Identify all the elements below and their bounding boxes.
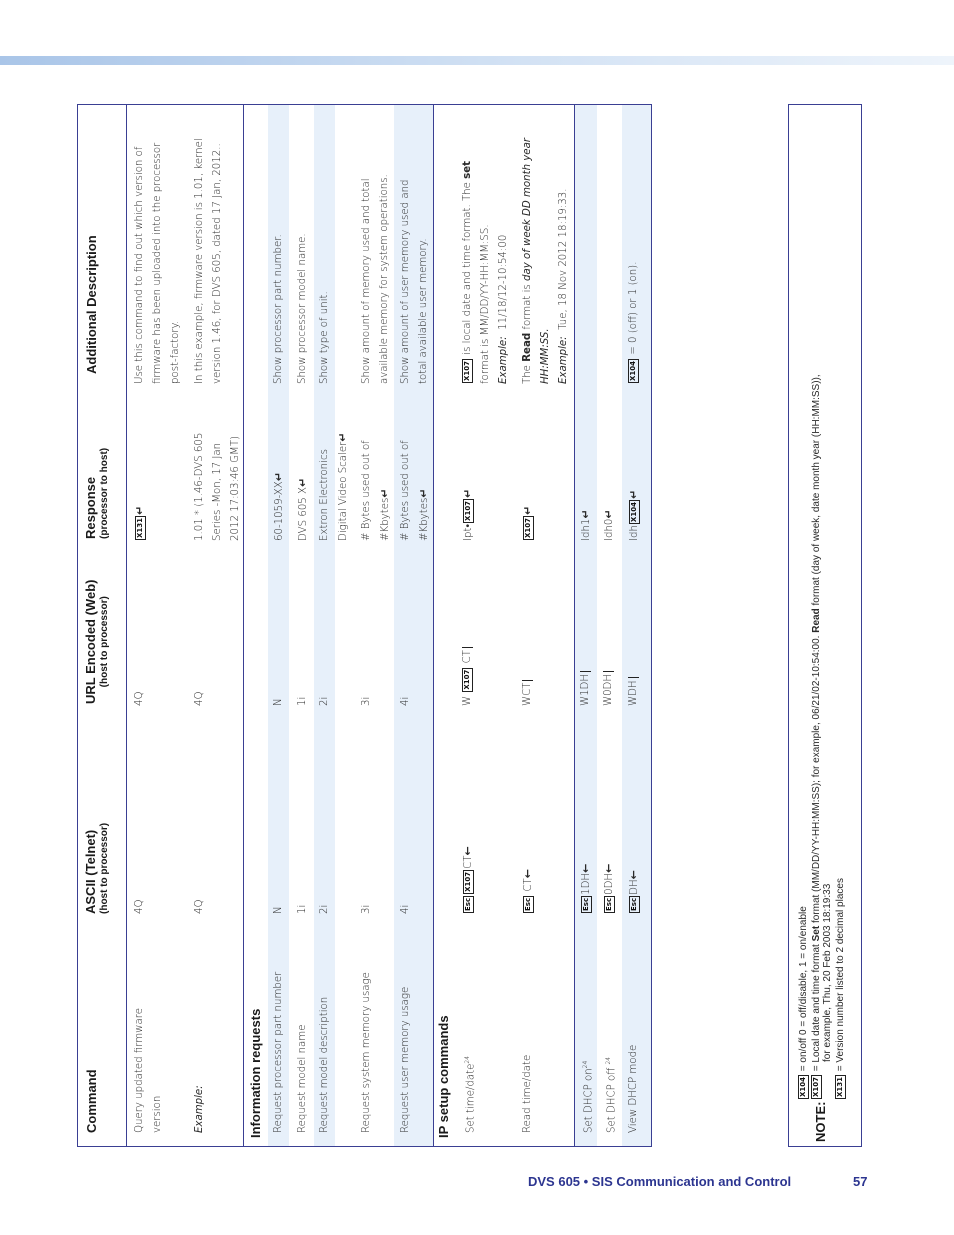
cell-command-model: Request model name <box>297 1024 308 1133</box>
cell-ascii-usermem: 4i <box>400 904 411 914</box>
response-text: 60-1059-XX <box>274 481 285 541</box>
top-accent-bar <box>0 56 954 65</box>
note-bold: Read <box>811 608 823 633</box>
text-line: version <box>152 1095 163 1133</box>
cell-ascii-dhcpoff <box>600 864 619 914</box>
text-line <box>459 161 477 384</box>
command-text: Set time/date <box>465 1063 477 1133</box>
cell-response-part <box>270 472 289 541</box>
cell-desc-settime <box>459 161 513 384</box>
section-separator <box>574 105 575 1146</box>
text-line: Use this command to find out which version of <box>134 146 145 384</box>
desc-bold: set <box>462 161 473 179</box>
row-band <box>574 105 597 1146</box>
return-arrow-icon: ↵ <box>417 488 430 498</box>
header-ascii <box>83 823 111 914</box>
text-line: Series -Mon, 17 Jan <box>212 442 223 541</box>
text-line <box>495 161 513 384</box>
key-x107: X107 <box>463 500 472 521</box>
key-x107: X107 <box>462 360 471 381</box>
header-separator <box>126 105 127 1146</box>
cell-response-example <box>191 433 245 541</box>
response-text: Idh <box>629 525 640 541</box>
text-line: # Bytes used out of <box>361 440 372 541</box>
text-line: # Bytes used out of <box>400 440 411 541</box>
pipe-icon <box>603 671 614 672</box>
footnote-ref: 24 <box>464 1055 471 1064</box>
ascii-text: 1DH <box>581 872 592 895</box>
cell-command-readtime: Read time/date <box>522 1054 533 1133</box>
desc-italic: HH:MM:SS. <box>540 328 551 384</box>
command-text: Set DHCP on <box>583 1068 595 1133</box>
cell-desc-firmware <box>131 143 185 384</box>
note-text: = Version number listed to 2 decimal places <box>835 878 847 1072</box>
cell-response-usermem <box>397 440 434 541</box>
text-line: 2012 17:03:46 GMT) <box>230 435 241 541</box>
cell-url-dhcpoff <box>600 671 618 706</box>
desc-italic: Example: <box>498 336 509 384</box>
text-line <box>415 440 434 541</box>
url-text: WCT <box>522 682 533 706</box>
cell-desc-example <box>191 138 227 384</box>
cell-ascii-example: 4Q <box>194 899 205 914</box>
note-line-example: for example, Thu, 20 Feb 2003 18:19:33 <box>822 883 833 1062</box>
cell-url-model: 1i <box>297 696 308 706</box>
return-arrow-icon: ↵ <box>378 488 391 498</box>
key-x107: X107 <box>812 1076 820 1097</box>
cell-url-modeldesc: 2i <box>319 696 330 706</box>
cell-response-modeldesc <box>316 432 353 541</box>
return-arrow-icon: ↵ <box>602 509 615 519</box>
desc-italic: day of week DD month year <box>522 138 533 281</box>
response-text: Digital Video Scaler <box>338 441 349 541</box>
cell-ascii-firmware: 4Q <box>134 899 145 914</box>
key-x131: X131 <box>135 517 144 538</box>
header-url <box>83 580 111 704</box>
cell-command-sysmem: Request system memory usage <box>361 972 372 1133</box>
note-line-x131 <box>835 878 846 1100</box>
note-text: = Local date and time format <box>811 944 823 1072</box>
key-x104: X104 <box>799 1076 807 1097</box>
header-description: Additional Description <box>84 235 99 374</box>
header-url-sub: (host to processor) <box>99 596 110 688</box>
command-table <box>78 105 651 1146</box>
response-text: Idh0 <box>604 518 615 541</box>
note-title: NOTE: <box>813 1101 828 1142</box>
cell-response-dhcpview <box>625 490 644 541</box>
left-arrow-icon: ← <box>579 863 592 873</box>
response-text: #Kbytes <box>419 497 430 541</box>
note-text: format (day of week, date month year (HH:MM:SS)), <box>811 374 823 606</box>
cell-url-sysmem: 3i <box>361 696 372 706</box>
cell-command-part: Request processor part number <box>273 971 284 1133</box>
pipe-icon <box>522 680 533 681</box>
cell-command-dhcpon <box>577 1061 598 1133</box>
cell-command-firmware <box>131 1008 167 1133</box>
desc-text: Tue, 18 Nov 2012 18:19:33. <box>558 188 569 330</box>
cell-response-dhcpon <box>577 509 596 541</box>
key-esc: Esc <box>581 897 590 911</box>
cell-desc-usermem <box>397 180 433 385</box>
cell-ascii-dhcpon <box>577 864 596 914</box>
cell-url-dhcpon <box>577 671 595 706</box>
text-line: Show amount of user memory used and <box>400 179 411 384</box>
cell-command-example: Example: <box>194 1085 205 1133</box>
key-x107: X107 <box>523 517 532 538</box>
text-line: format is MM/DD/YY-HH:MM:SS. <box>480 224 491 384</box>
key-x104: X104 <box>629 502 638 523</box>
cell-ascii-dhcpview <box>625 870 644 914</box>
note-line-x107 <box>811 374 822 1100</box>
pipe-icon <box>462 647 473 648</box>
footnote-ref: 24 <box>582 1060 589 1069</box>
row-band <box>314 105 335 1146</box>
note-box <box>789 105 861 1146</box>
text-line: Query updated firmware <box>134 1008 145 1133</box>
return-arrow-icon: ↵ <box>521 505 534 515</box>
cell-url-dhcpview <box>625 677 643 706</box>
text-line: post-factory. <box>170 320 181 384</box>
url-text: CT <box>462 650 473 664</box>
left-arrow-icon: ← <box>521 869 534 879</box>
key-esc: Esc <box>629 897 638 911</box>
response-text: Idh1 <box>581 518 592 541</box>
ascii-text: CT <box>463 855 474 869</box>
pipe-icon <box>580 671 591 672</box>
header-url-title: URL Encoded (Web) <box>83 579 98 704</box>
url-text: WDH <box>628 680 639 706</box>
header-command: Command <box>84 1069 99 1133</box>
note-bold: Set <box>811 925 823 942</box>
note-line-x104 <box>798 906 809 1100</box>
text-line: total available user memory. <box>418 238 429 384</box>
cell-url-firmware: 4Q <box>134 691 145 706</box>
cell-desc-readtime <box>519 138 573 384</box>
key-x104: X104 <box>628 360 637 381</box>
note-text: format (MM/DD/YY-HH:MM:SS); for example, 06/21/02-10:54:00. <box>811 635 823 924</box>
ascii-text: CT <box>523 878 534 892</box>
cell-ascii-model: 1i <box>297 904 308 914</box>
text-line <box>376 440 395 541</box>
response-text: Ipt• <box>463 523 474 541</box>
return-arrow-icon: ↵ <box>296 477 309 487</box>
desc-text: is local date and time format. The <box>462 182 473 355</box>
key-esc: Esc <box>523 897 532 911</box>
cell-command-usermem: Request user memory usage <box>400 986 411 1133</box>
text-line <box>555 138 573 384</box>
url-text: W <box>462 695 473 706</box>
cell-desc-dhcpview <box>625 262 643 384</box>
url-text: W1DH <box>580 673 591 706</box>
cell-url-settime <box>459 647 477 706</box>
cell-ascii-settime <box>459 846 478 914</box>
command-text: Set DHCP off <box>606 1067 618 1133</box>
desc-text: = 0 (off) or 1 (on). <box>628 261 639 355</box>
cell-ascii-sysmem: 3i <box>361 904 372 914</box>
return-arrow-icon: ↵ <box>579 509 592 519</box>
key-x107: X107 <box>463 871 472 892</box>
return-arrow-icon: ↵ <box>272 472 285 482</box>
cell-url-part: N <box>273 698 284 706</box>
text-line: available memory for system operations. <box>379 174 390 384</box>
cell-command-dhcpview: View DHCP mode <box>628 1044 639 1133</box>
ascii-text: 0DH <box>604 872 615 895</box>
section-separator <box>243 105 244 1146</box>
left-arrow-icon: ← <box>627 870 640 880</box>
response-text: #Kbytes <box>380 497 391 541</box>
desc-italic: Example: <box>558 336 569 384</box>
cell-command-modeldesc: Request model description <box>319 996 330 1133</box>
section-ip-setup: IP setup commands <box>436 1015 451 1138</box>
cell-desc-sysmem <box>358 174 394 384</box>
desc-text: format is <box>522 284 533 330</box>
header-response-title: Response <box>83 476 98 539</box>
cell-command-settime <box>459 1056 480 1133</box>
return-arrow-icon: ↵ <box>133 505 146 515</box>
key-esc: Esc <box>604 897 613 911</box>
key-x107: X107 <box>462 669 471 690</box>
left-arrow-icon: ← <box>461 846 474 856</box>
key-x131: X131 <box>836 1076 844 1097</box>
header-response <box>83 448 111 539</box>
text-line: version 1.46, for DVS 605, dated 17 Jan, 2012.. <box>212 143 223 384</box>
cell-desc-modeldesc: Show type of unit. <box>319 291 330 384</box>
pipe-icon <box>628 677 639 678</box>
section-separator <box>433 105 434 1146</box>
note-text: = on/off 0 = off/disable, 1 = on/enable <box>798 906 810 1072</box>
cell-response-settime <box>459 489 478 541</box>
cell-response-model <box>294 478 313 541</box>
text-line: Extron Electronics <box>319 449 330 541</box>
header-ascii-sub: (host to processor) <box>99 822 110 914</box>
cell-ascii-readtime <box>519 869 538 914</box>
desc-bold: Read <box>522 332 533 362</box>
text-line <box>519 138 537 384</box>
text-line <box>537 138 555 384</box>
cell-ascii-modeldesc: 2i <box>319 904 330 914</box>
return-arrow-icon: ↵ <box>461 488 474 498</box>
text-line: 1.01 * (1.46-DVS 605 <box>194 432 205 541</box>
cell-url-example: 4Q <box>194 691 205 706</box>
cell-response-sysmem <box>358 440 395 541</box>
ascii-text: DH <box>629 879 640 895</box>
cell-desc-part: Show processor part number. <box>273 234 284 384</box>
footnote-ref: 24 <box>605 1056 612 1065</box>
desc-text: 11/18/12-10:54:00 <box>498 234 509 330</box>
left-arrow-icon: ← <box>602 863 615 873</box>
cell-url-readtime <box>519 680 537 706</box>
text-line: In this example, firmware version is 1.01, kernel <box>194 138 205 384</box>
url-text: W0DH <box>603 673 614 706</box>
header-response-sub: (processor to host) <box>99 447 110 539</box>
response-text: DVS 605 X <box>298 486 309 541</box>
return-arrow-icon: ↵ <box>336 432 349 442</box>
section-information-requests: Information requests <box>248 1008 263 1138</box>
return-arrow-icon: ↵ <box>627 489 640 500</box>
key-esc: Esc <box>463 897 472 911</box>
desc-text: The <box>522 365 533 384</box>
cell-ascii-part: N <box>273 906 284 914</box>
text-line: firmware has been uploaded into the processor <box>152 142 163 384</box>
header-ascii-title: ASCII (Telnet) <box>83 829 98 914</box>
page-number: 57 <box>853 1174 868 1189</box>
cell-response-readtime <box>519 506 538 541</box>
cell-command-dhcpoff <box>600 1057 621 1133</box>
cell-response-dhcpoff <box>600 509 619 541</box>
cell-url-usermem: 4i <box>400 696 411 706</box>
text-line <box>334 432 353 541</box>
cell-desc-model: Show processor model name. <box>297 233 308 384</box>
cell-response-firmware <box>131 506 150 541</box>
footer-title: DVS 605 • SIS Communication and Control <box>528 1174 792 1189</box>
text-line: Show amount of memory used and total <box>361 178 372 384</box>
